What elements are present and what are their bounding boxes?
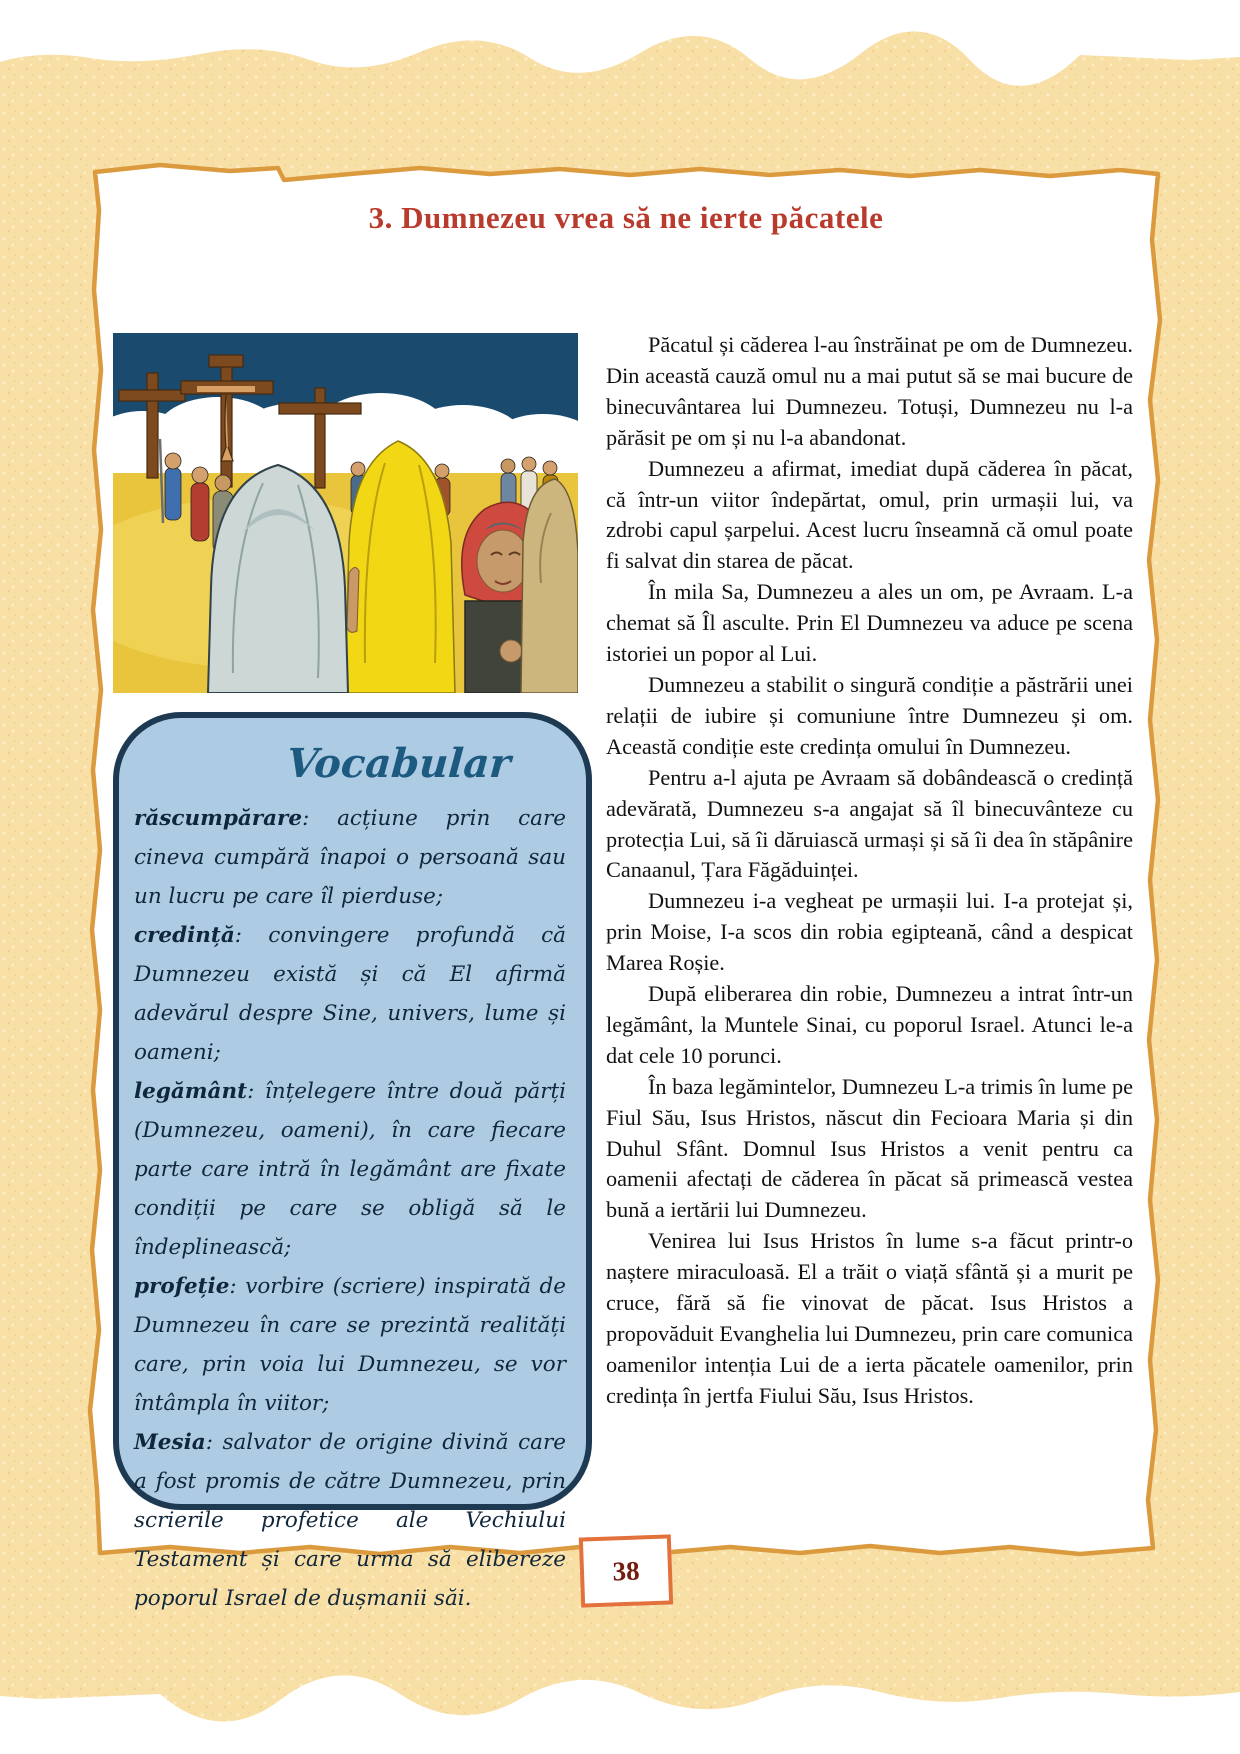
vocab-entry-rascumparare	[134, 799, 566, 916]
vocab-entry-profetie	[134, 1267, 566, 1423]
body-paragraph: Dumnezeu a afirmat, imediat după căderea în păcat, că într-un viitor îndepărtat, omul, prin urmașii lui, va zdrobi capul șarpelui. Acest lucru înseamnă că omul poate fi salvat din starea de păcat.	[606, 455, 1133, 574]
vocab-definition: acțiune prin care cineva cumpără înapoi o persoană sau un lucru pe care îl pierduse;	[134, 806, 566, 909]
vocab-definition: convingere profundă că Dumnezeu există și că El afirmă adevărul despre Sine, univers, lume și oameni;	[134, 923, 566, 1065]
body-paragraph: Păcatul și căderea l-au înstrăinat pe om de Dumnezeu. Din această cauză omul nu a mai putut să se mai bucure de binecuvântarea lui Dumnezeu. Totuși, Dumnezeu nu l-a părăsit pe om și nu l-a abandonat.	[606, 332, 1133, 450]
page-number-badge	[580, 1536, 672, 1606]
body-paragraph: În baza legămintelor, Dumnezeu L-a trimis în lume pe Fiul Său, Isus Hristos, născut din Fecioara Maria și din Duhul Sfânt. Domnul Isus Hristos a venit pentru ca oamenii afectați de căderea în păcat să primească vestea bună a iertării lui Dumnezeu.	[606, 1073, 1133, 1223]
vocabulary-box	[113, 712, 592, 1611]
vocabulary-title: Vocabular	[285, 740, 513, 787]
body-paragraph: Pentru a-l ajuta pe Avraam să dobândească o credință adevărată, Dumnezeu s-a angajat să îl binecuvânteze cu protecția Lui, să îi dăruiască urmași și să îi dea în stăpânire Canaanul, Țara Făgăduinței.	[606, 764, 1133, 883]
vocab-term: Mesia	[134, 1430, 206, 1455]
vocab-colon: :	[229, 1274, 237, 1299]
vocab-colon: :	[302, 806, 310, 831]
vocab-definition: salvator de origine divină care a fost promis de către Dumnezeu, prin scrierile profetice ale Vechiului Testament și care urma să elibereze poporul Israel de dușmanii săi.	[134, 1430, 566, 1611]
vocab-entry-legamant	[134, 1072, 566, 1267]
vocab-term: profeție	[134, 1274, 230, 1299]
vocab-term: legământ	[134, 1079, 248, 1104]
vocab-colon: :	[247, 1079, 255, 1104]
vocab-entry-credinta	[134, 916, 566, 1072]
vocab-term: credință	[134, 923, 235, 948]
vocab-term: răscumpărare	[134, 806, 303, 831]
crucifixion-scene-illustration	[113, 333, 578, 693]
vocab-definition: vorbire (scriere) inspirată de Dumnezeu în care se prezintă realități care, prin voia lui Dumnezeu, se vor întâmpla în viitor;	[134, 1274, 566, 1416]
vocab-definition: înțelegere între două părți (Dumnezeu, oameni), în care fiecare parte care intră în legământ are fixate condiții pe care se obligă să le îndeplinească;	[134, 1079, 566, 1260]
body-paragraph: Dumnezeu a stabilit o singură condiție a păstrării unei relații de iubire și comuniune între Dumnezeu și om. Această condiție este credința omului în Dumnezeu.	[606, 671, 1133, 759]
vocabulary-entries	[119, 791, 586, 1618]
body-paragraph: Dumnezeu i-a vegheat pe urmașii lui. I-a protejat și, prin Moise, I-a scos din robia egipteană, când a despicat Marea Roșie.	[606, 888, 1133, 976]
page-title: 3. Dumnezeu vrea să ne ierte păcatele	[368, 200, 884, 235]
body-paragraph: După eliberarea din robie, Dumnezeu a intrat într-un legământ, la Muntele Sinai, cu poporul Israel. Atunci le-a dat cele 10 porunci.	[606, 981, 1133, 1068]
body-text-column	[606, 330, 1133, 1412]
body-paragraph: Venirea lui Isus Hristos în lume s-a făcut printr-o naștere miraculoasă. El a trăit o viață sfântă și a murit pe cruce, fără să fie vinovat de păcat. Isus Hristos a propovăduit Evanghelia lui Dumnezeu, prin care comunica oamenilor intenția Lui de a ierta păcatele oamenilor, prin credința în jertfa Fiului Său, Isus Hristos.	[606, 1228, 1133, 1408]
vocab-entry-mesia	[134, 1423, 566, 1618]
page-number: 38	[579, 1534, 673, 1607]
body-paragraph: În mila Sa, Dumnezeu a ales un om, pe Avraam. L-a chemat să Îl asculte. Prin El Dumnezeu va aduce pe scena istoriei un popor al Lui.	[606, 579, 1133, 667]
vocab-colon: :	[234, 923, 243, 948]
vocab-colon: :	[205, 1430, 213, 1455]
